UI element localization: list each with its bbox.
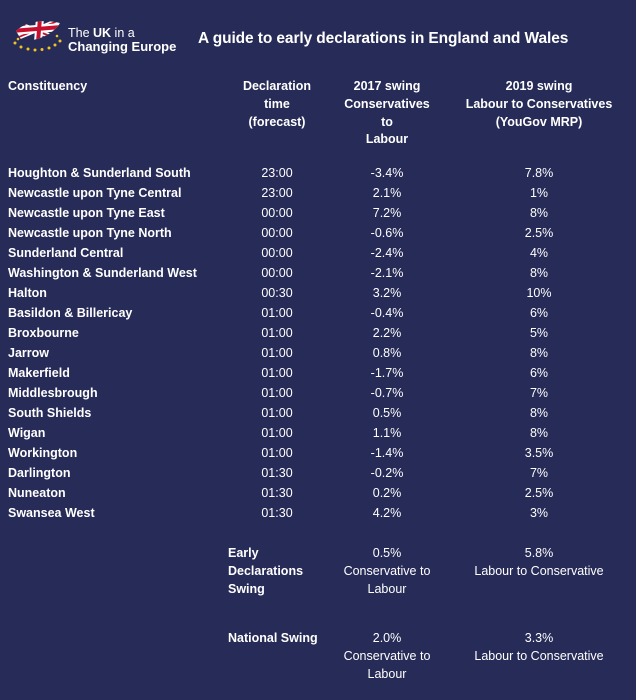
spacer-cell (0, 523, 636, 545)
table-header (0, 78, 636, 163)
table-row[interactable] (0, 223, 636, 243)
summary-row (0, 630, 636, 683)
page-header (0, 0, 636, 78)
declaration-time-cell: 01:00 (261, 305, 293, 320)
summary-blank-cell (0, 630, 222, 683)
table-row[interactable] (0, 263, 636, 283)
swing-2017-cell: 4.2% (372, 505, 402, 520)
table-row[interactable] (0, 443, 636, 463)
swing-2019-cell: 7.8% (524, 165, 554, 180)
col-s19-line-1: 2019 swing (505, 79, 573, 93)
declaration-time-cell: 23:00 (261, 185, 293, 200)
swing-2019-cell: 7% (529, 465, 549, 480)
logo-wordmark (68, 24, 176, 55)
summary-spacer (0, 523, 636, 545)
table-row[interactable] (0, 183, 636, 203)
logo-the: The (68, 25, 94, 40)
swing-2019-cell: 10% (526, 285, 552, 300)
swing-2017-cell: 7.2% (372, 205, 402, 220)
swing-2019-cell: 8% (529, 405, 549, 420)
declaration-time-cell: 01:00 (261, 345, 293, 360)
summary-swing-2017-1-line-1: 2.0% (372, 631, 402, 646)
declaration-time-cell: 00:00 (261, 265, 293, 280)
swing-2017-cell: -1.4% (370, 445, 404, 460)
summary-swing-2017-0-line-2: Conservative to (343, 563, 431, 578)
table-summary (0, 523, 636, 684)
summary-spacer (0, 598, 636, 630)
swing-2017-cell: 3.2% (372, 285, 402, 300)
col-s17-line-1: 2017 swing (353, 79, 421, 93)
declaration-time-cell: 01:30 (261, 465, 293, 480)
summary-swing-2017-0 (332, 545, 442, 598)
col-time-line-1: Declaration (242, 79, 312, 93)
logo-line-1 (68, 26, 176, 40)
constituency-cell: Jarrow (8, 345, 49, 360)
swing-2017-cell: 1.1% (372, 425, 402, 440)
summary-label-0 (222, 545, 332, 598)
swing-2019-cell: 6% (529, 305, 549, 320)
constituency-cell: Newcastle upon Tyne North (8, 225, 172, 240)
summary-label-0-line-2: Declarations (228, 563, 304, 578)
constituency-cell: Newcastle upon Tyne East (8, 205, 165, 220)
constituency-cell: Wigan (8, 425, 46, 440)
summary-swing-2017-0-line-1: 0.5% (372, 546, 402, 560)
constituency-cell: Basildon & Billericay (8, 305, 133, 320)
swing-2019-cell: 8% (529, 425, 549, 440)
column-header-swing-2017[interactable] (332, 78, 442, 163)
swing-2019-cell: 8% (529, 265, 549, 280)
table-header-row (0, 78, 636, 163)
declaration-time-cell: 01:00 (261, 405, 293, 420)
summary-swing-2019-0-line-1: 5.8% (524, 546, 554, 560)
declaration-time-cell: 01:00 (261, 325, 293, 340)
summary-swing-2017-1-line-2: Conservative to (343, 649, 431, 663)
constituency-cell: Washington & Sunderland West (8, 265, 197, 280)
table-row[interactable] (0, 423, 636, 443)
constituency-cell: South Shields (8, 405, 92, 420)
table-row[interactable] (0, 323, 636, 343)
summary-swing-2019-0 (442, 545, 636, 598)
swing-2017-cell: -0.6% (370, 225, 404, 240)
swing-2017-cell: 2.2% (372, 325, 402, 340)
logo-uk: UK (93, 25, 112, 40)
early-declarations-table (0, 78, 636, 684)
summary-blank-cell (0, 545, 222, 598)
declaration-time-cell: 00:30 (261, 285, 293, 300)
summary-swing-2019-1 (442, 630, 636, 683)
uk-eu-flag-logo-icon (10, 17, 66, 61)
summary-label-0-line-3: Swing (228, 581, 265, 596)
summary-swing-2019-1-line-1: 3.3% (524, 631, 554, 646)
col-s19-line-2: Labour to Conservatives (465, 96, 613, 111)
declaration-time-cell: 01:00 (261, 445, 293, 460)
declaration-time-cell: 01:00 (261, 365, 293, 380)
swing-2017-cell: -0.7% (370, 385, 404, 400)
column-header-constituency[interactable]: Constituency (8, 79, 88, 93)
logo-in-a: in a (111, 25, 135, 40)
swing-2019-cell: 3.5% (524, 445, 554, 460)
summary-swing-2017-1-line-3: Labour (367, 666, 407, 681)
table-row[interactable] (0, 403, 636, 423)
swing-2019-cell: 1% (529, 185, 549, 200)
swing-2019-cell: 5% (529, 325, 549, 340)
swing-2017-cell: -0.2% (370, 465, 404, 480)
column-header-declaration-time[interactable] (222, 78, 332, 163)
table-row[interactable] (0, 463, 636, 483)
swing-2019-cell: 7% (529, 385, 549, 400)
col-time-line-2: time (264, 96, 290, 111)
table-row[interactable] (0, 283, 636, 303)
table-row[interactable] (0, 203, 636, 223)
summary-label-1 (222, 630, 332, 683)
declaration-time-cell: 01:00 (261, 385, 293, 400)
summary-swing-2017-1 (332, 630, 442, 683)
table-row[interactable] (0, 503, 636, 523)
constituency-cell: Houghton & Sunderland South (8, 165, 191, 180)
constituency-cell: Halton (8, 285, 47, 300)
constituency-cell: Workington (8, 445, 78, 460)
constituency-cell: Middlesbrough (8, 385, 98, 400)
table-row[interactable] (0, 383, 636, 403)
constituency-cell: Makerfield (8, 365, 70, 380)
summary-swing-2019-1-line-2: Labour to Conservative (474, 649, 604, 663)
summary-swing-2017-0-line-3: Labour (367, 581, 407, 596)
table-row[interactable] (0, 163, 636, 183)
swing-2017-cell: -3.4% (370, 165, 404, 180)
declaration-time-cell: 01:30 (261, 505, 293, 520)
swing-2017-cell: 0.8% (372, 345, 402, 360)
constituency-cell: Darlington (8, 465, 71, 480)
declaration-time-cell: 01:00 (261, 425, 293, 440)
table-row[interactable] (0, 243, 636, 263)
swing-2017-cell: -0.4% (370, 305, 404, 320)
constituency-cell: Swansea West (8, 505, 95, 520)
summary-swing-2019-0-line-2: Labour to Conservative (474, 563, 604, 578)
swing-2017-cell: 0.5% (372, 405, 402, 420)
swing-2019-cell: 3% (529, 505, 549, 520)
col-s17-line-3: Labour (365, 132, 409, 147)
swing-2019-cell: 8% (529, 205, 549, 220)
table-row[interactable] (0, 363, 636, 383)
summary-label-1-line-1: National Swing (228, 631, 318, 646)
declaration-time-cell: 00:00 (261, 245, 293, 260)
constituency-cell: Sunderland Central (8, 245, 124, 260)
col-s19-line-3: (YouGov MRP) (495, 114, 583, 129)
table-row[interactable] (0, 303, 636, 323)
summary-label-0-line-1: Early (228, 546, 259, 560)
swing-2017-cell: 2.1% (372, 185, 402, 200)
logo-line-2: Changing Europe (68, 38, 177, 54)
swing-2019-cell: 2.5% (524, 485, 554, 500)
column-header-swing-2019[interactable] (442, 78, 636, 163)
summary-row (0, 545, 636, 598)
spacer-cell (0, 598, 636, 630)
col-time-line-3: (forecast) (248, 114, 306, 129)
declaration-time-cell: 00:00 (261, 225, 293, 240)
swing-2019-cell: 4% (529, 245, 549, 260)
page-title: A guide to early declarations in England and Wales (198, 30, 569, 47)
swing-2017-cell: -2.4% (370, 245, 404, 260)
declaration-time-cell: 00:00 (261, 205, 293, 220)
table-row[interactable] (0, 483, 636, 503)
table-body (0, 163, 636, 523)
swing-2019-cell: 8% (529, 345, 549, 360)
site-logo[interactable] (10, 17, 190, 61)
declaration-time-cell: 23:00 (261, 165, 293, 180)
col-s17-line-2: Conservatives to (344, 96, 430, 129)
swing-2017-cell: -1.7% (370, 365, 404, 380)
constituency-cell: Nuneaton (8, 485, 66, 500)
constituency-cell: Broxbourne (8, 325, 79, 340)
constituency-cell: Newcastle upon Tyne Central (8, 185, 182, 200)
swing-2019-cell: 6% (529, 365, 549, 380)
declaration-time-cell: 01:30 (261, 485, 293, 500)
swing-2017-cell: 0.2% (372, 485, 402, 500)
swing-2019-cell: 2.5% (524, 225, 554, 240)
swing-2017-cell: -2.1% (370, 265, 404, 280)
table-row[interactable] (0, 343, 636, 363)
